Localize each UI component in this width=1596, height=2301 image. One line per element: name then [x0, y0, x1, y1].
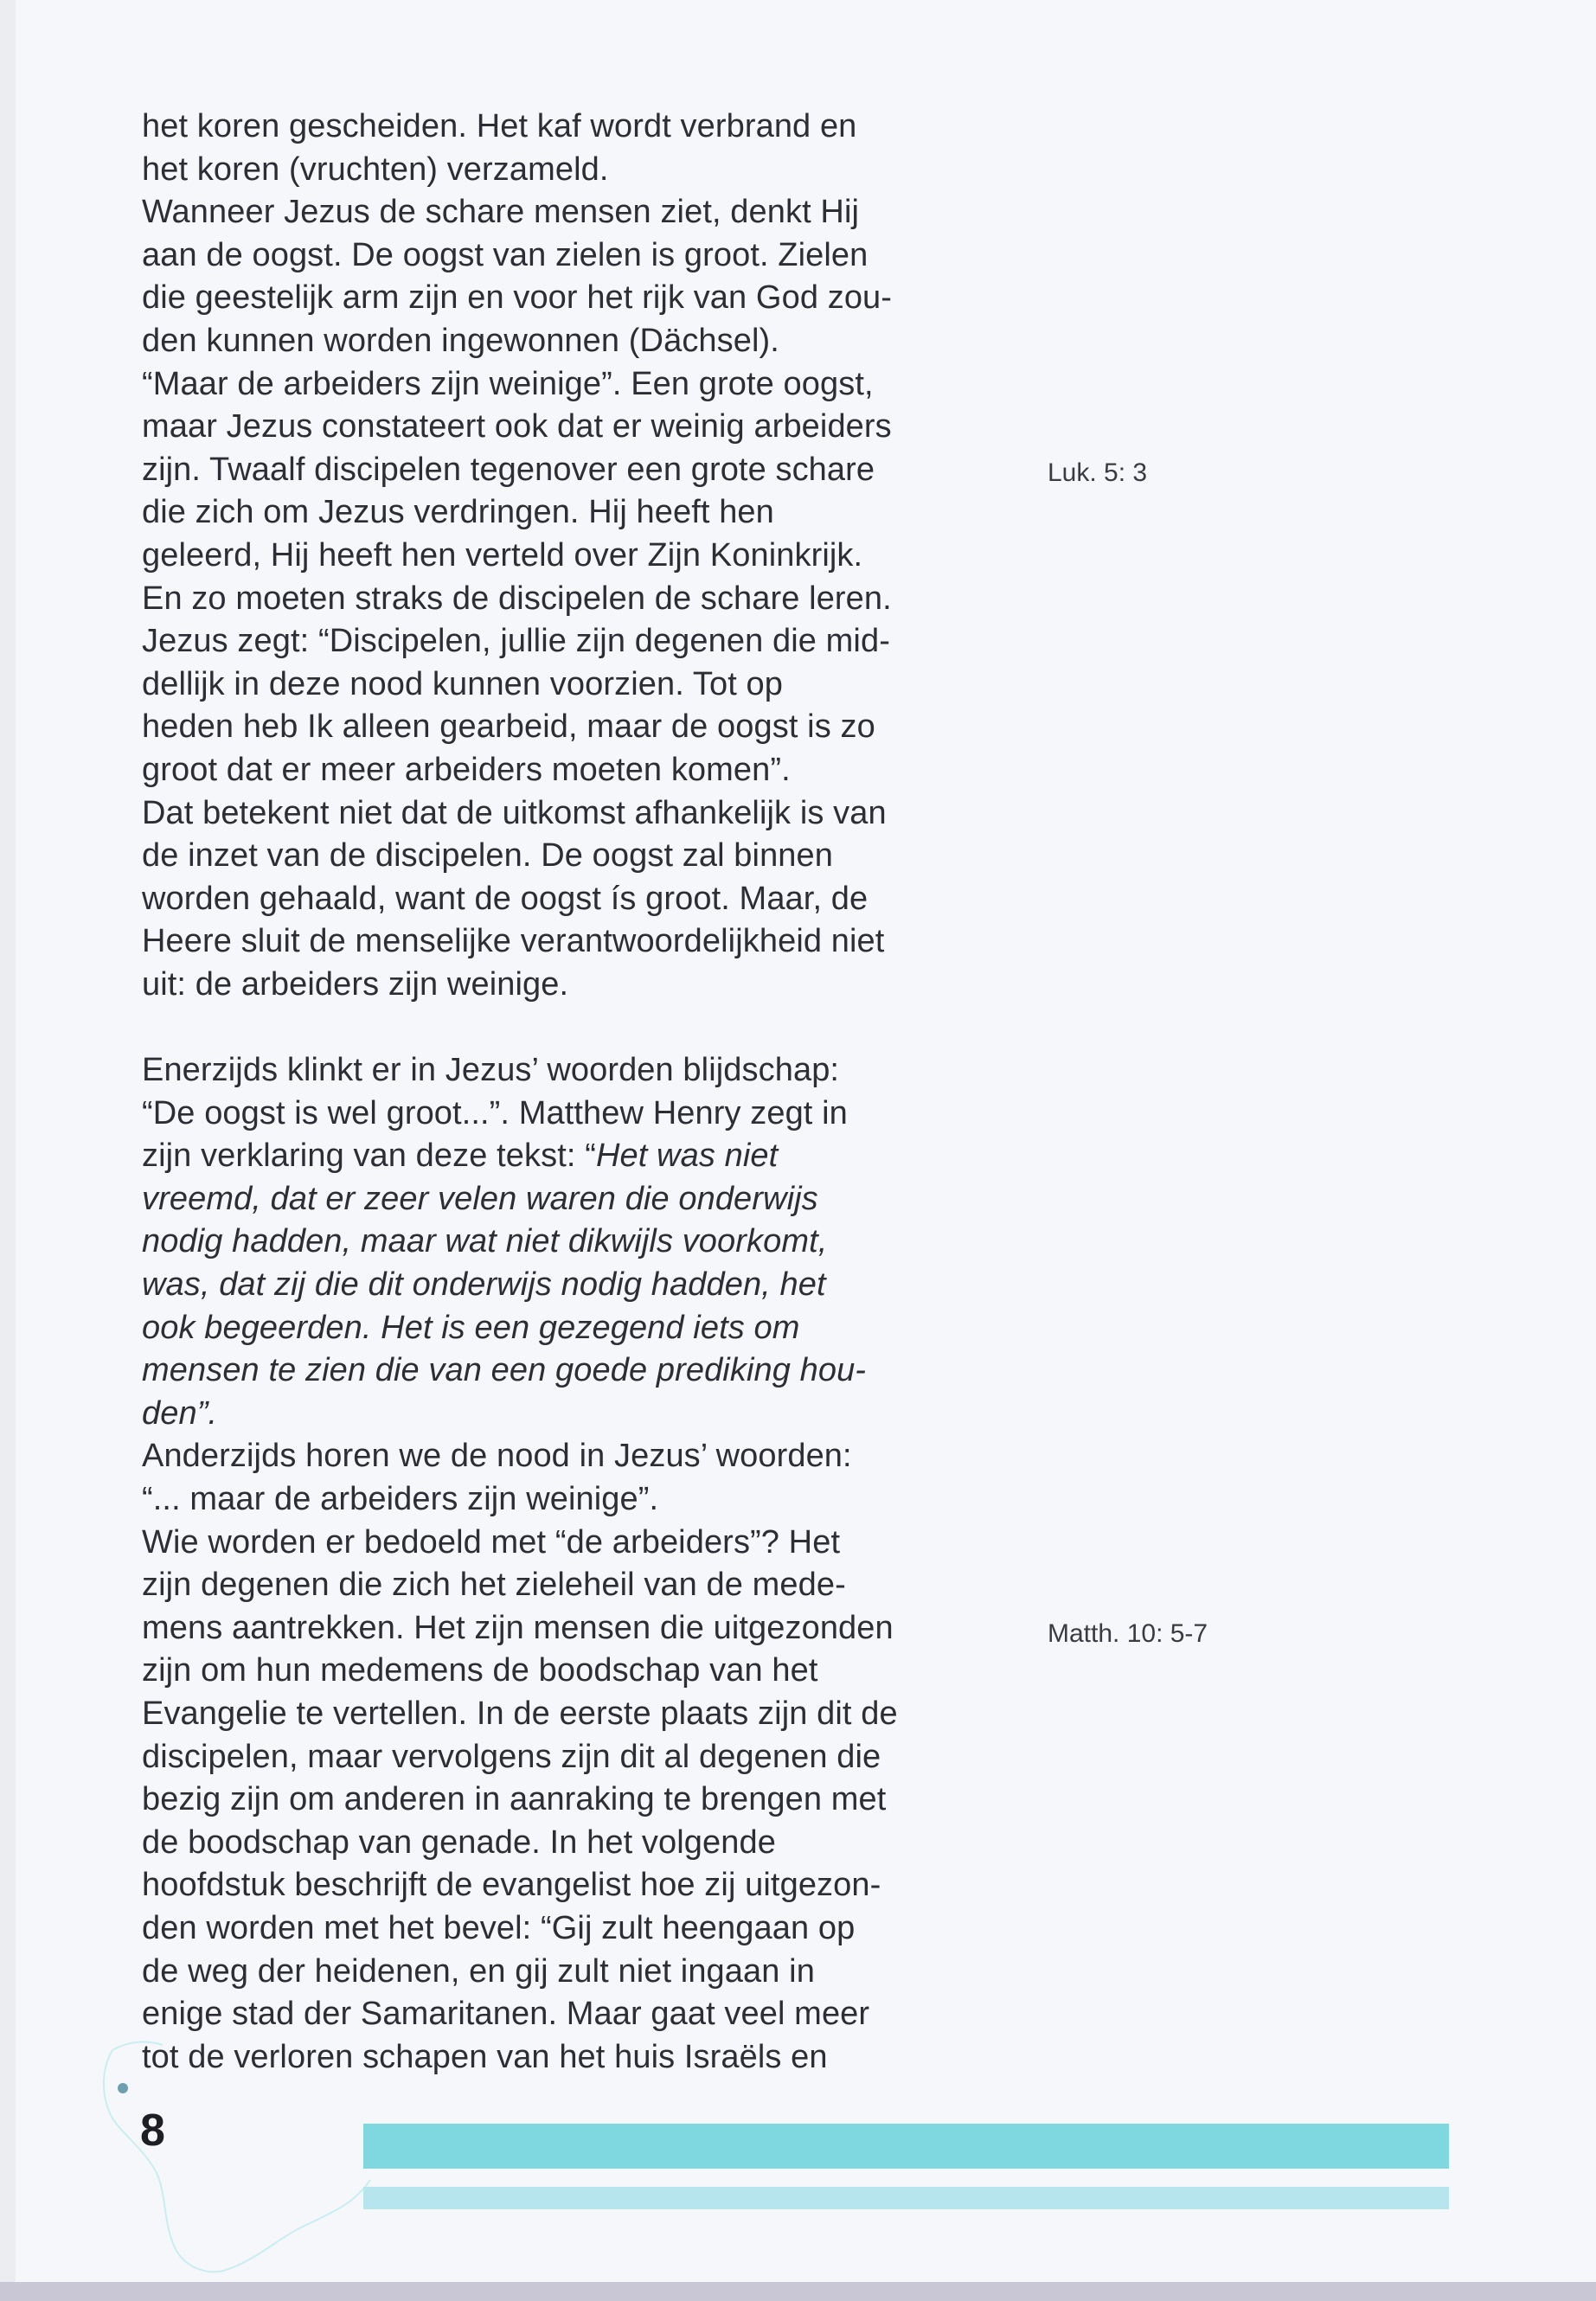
margin-reference-luk: Luk. 5: 3 [1048, 458, 1148, 487]
italic-quote-line: nodig hadden, maar wat niet dikwijls voorkomt, [142, 1223, 828, 1260]
italic-quote-line: vreemd, dat er zeer velen waren die onderwijs [142, 1180, 818, 1217]
text-line: enige stad der Samaritanen. Maar gaat veel meer [142, 1996, 870, 2033]
text-line: Anderzijds horen we de nood in Jezus’ woorden: [142, 1438, 852, 1475]
text-segment: zijn verklaring van deze tekst: “ [142, 1138, 596, 1175]
text-line: groot dat er meer arbeiders moeten komen”. [142, 751, 791, 788]
page-number: 8 [140, 2106, 165, 2156]
text-line: den worden met het bevel: “Gij zult heengaan op [142, 1909, 856, 1946]
text-line: geleerd, Hij heeft hen verteld over Zijn Koninkrijk. [142, 536, 863, 574]
text-line: worden gehaald, want de oogst ís groot. Maar, de [142, 880, 869, 917]
italic-quote-line: mensen te zien die van een goede prediking hou- [142, 1352, 867, 1389]
text-line: Enerzijds klinkt er in Jezus’ woorden blijdschap: [142, 1052, 840, 1089]
body-text [142, 106, 1033, 2079]
text-line: zijn degenen die zich het zieleheil van de mede- [142, 1567, 846, 1604]
text-line: discipelen, maar vervolgens zijn dit al degenen die [142, 1738, 881, 1775]
decorative-bar [363, 2124, 1449, 2169]
text-line: Dat betekent niet dat de uitkomst afhankelijk is van [142, 794, 887, 831]
text-line: dellijk in deze nood kunnen voorzien. Tot op [142, 665, 783, 702]
text-line: uit: de arbeiders zijn weinige. [142, 965, 569, 1003]
facing-page-bleed-through [1261, 112, 1596, 2102]
text-line: het koren (vruchten) verzameld. [142, 151, 609, 188]
text-line: de boodschap van genade. In het volgende [142, 1823, 776, 1861]
text-line [142, 1135, 1033, 1178]
text-line: het koren gescheiden. Het kaf wordt verbrand en [142, 108, 857, 144]
text-line: die zich om Jezus verdringen. Hij heeft hen [142, 494, 774, 531]
text-line: bezig zijn om anderen in aanraking te brengen met [142, 1781, 887, 1818]
text-line: de weg der heidenen, en gij zult niet ingaan in [142, 1952, 815, 1990]
text-line: “De oogst is wel groot...”. Matthew Henry zegt in [142, 1094, 848, 1131]
text-line: die geestelijk arm zijn en voor het rijk van God zou- [142, 279, 893, 317]
text-line: Wie worden er bedoeld met “de arbeiders”? Het [142, 1523, 841, 1561]
italic-quote-line: ook begeerden. Het is een gezegend iets om [142, 1309, 800, 1346]
text-line: de inzet van de discipelen. De oogst zal binnen [142, 837, 834, 875]
margin-reference-matth: Matth. 10: 5-7 [1048, 1619, 1208, 1648]
text-line: Heere sluit de menselijke verantwoordelijkheid niet [142, 923, 885, 960]
italic-quote: Het was niet [595, 1138, 779, 1175]
italic-quote-line: den”. [142, 1394, 218, 1432]
text-line: “... maar de arbeiders zijn weinige”. [142, 1481, 659, 1517]
text-line: “Maar de arbeiders zijn weinige”. Een grote oogst, [142, 365, 874, 402]
book-page [16, 0, 1596, 2282]
text-line: zijn om hun medemens de boodschap van het [142, 1652, 818, 1689]
text-line: Evangelie te vertellen. In de eerste plaats zijn dit de [142, 1695, 898, 1732]
decorative-bar-light [363, 2187, 1449, 2209]
text-line: zijn. Twaalf discipelen tegenover een grote schare [142, 451, 875, 488]
map-outline-decoration [93, 2024, 379, 2282]
text-line: den kunnen worden ingewonnen (Dächsel). [142, 322, 779, 359]
text-line: En zo moeten straks de discipelen de schare leren. [142, 580, 892, 617]
text-line: hoofdstuk beschrijft de evangelist hoe zij uitgezon- [142, 1867, 881, 1904]
italic-quote-line: was, dat zij die dit onderwijs nodig hadden, het [142, 1266, 826, 1304]
text-line: Wanneer Jezus de schare mensen ziet, denkt Hij [142, 194, 860, 231]
text-line: Jezus zegt: “Discipelen, jullie zijn degenen die mid- [142, 623, 890, 660]
text-line: maar Jezus constateert ook dat er weinig arbeiders [142, 408, 892, 445]
text-line: mens aantrekken. Het zijn mensen die uitgezonden [142, 1609, 894, 1646]
page-bottom-edge [0, 2282, 1596, 2301]
text-line: heden heb Ik alleen gearbeid, maar de oogst is zo [142, 708, 875, 746]
text-line: aan de oogst. De oogst van zielen is groot. Zielen [142, 236, 869, 273]
text-line: tot de verloren schapen van het huis Israëls en [142, 2038, 828, 2075]
